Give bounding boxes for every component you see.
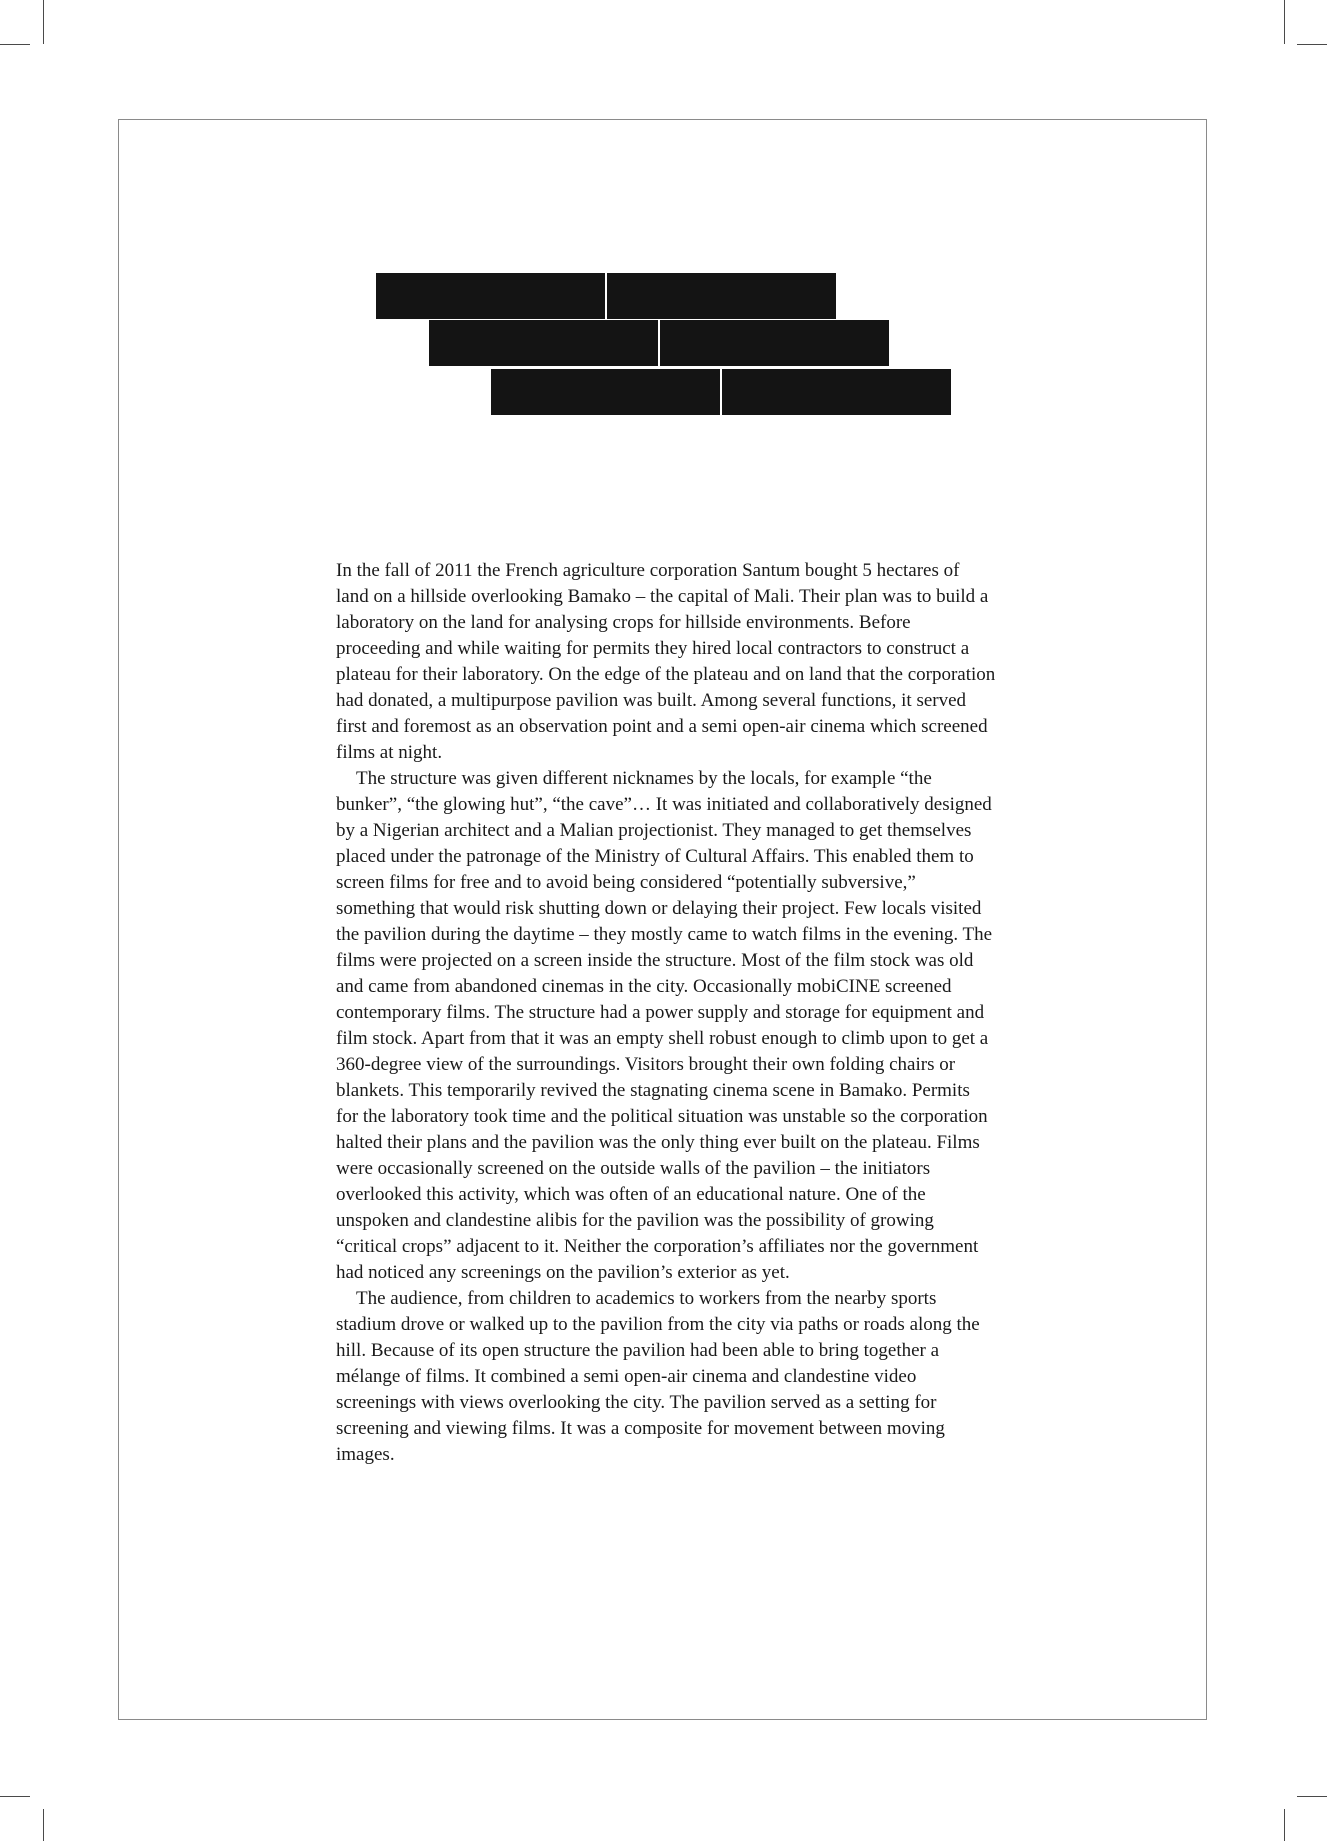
crop-mark-top-right	[1284, 0, 1285, 44]
paragraph: In the fall of 2011 the French agriculture corporation Santum bought 5 hectares of land on a hillside overlooking Bamako – the capital of Mali. Their plan was to build a laboratory on the land for analysing crops for hillside environments. Before proceeding and while waiting for permits they hired local contractors to construct a plateau for their laboratory. On the edge of the plateau and on land that the corporation had donated, a multipurpose pavilion was built. Among several functions, it served first and foremost as an observation point and a semi open-air cinema which screened films at night.	[336, 560, 996, 763]
crop-mark-top-left	[0, 44, 30, 45]
paragraph: The audience, from children to academics to workers from the nearby sports stadium drove or walked up to the pavilion from the city via paths or roads along the hill. Because of its open structure the pavilion had been able to bring together a mélange of films. It combined a semi open-air cinema and clandestine video screenings with views overlooking the city. The pavilion served as a setting for screening and viewing films. It was a composite for movement between moving images.	[336, 1288, 980, 1465]
brick-row2-left	[429, 320, 658, 366]
brick-row1-left	[376, 273, 605, 319]
body-text	[336, 558, 996, 1468]
brick-row3-left	[491, 369, 720, 415]
crop-mark-bottom-right	[1284, 1809, 1285, 1841]
brick-row1-right	[607, 273, 836, 319]
crop-mark-top-right	[1297, 44, 1327, 45]
crop-mark-bottom-right	[1297, 1796, 1327, 1797]
brick-row2-right	[660, 320, 889, 366]
crop-mark-bottom-left	[0, 1796, 30, 1797]
crop-mark-bottom-left	[43, 1809, 44, 1841]
paragraph: The structure was given different nicknames by the locals, for example “the bunker”, “the glowing hut”, “the cave”… It was initiated and collaboratively designed by a Nigerian architect and a Malian projectionist. They managed to get themselves placed under the patronage of the Ministry of Cultural Affairs. This enabled them to screen films for free and to avoid being considered “potentially subversive,” something that would risk shutting down or delaying their project. Few locals visited the pavilion during the daytime – they mostly came to watch films in the evening. The films were projected on a screen inside the structure. Most of the film stock was old and came from abandoned cinemas in the city. Occasionally mobiCINE screened contemporary films. The structure had a power supply and storage for equipment and film stock. Apart from that it was an empty shell robust enough to climb upon to get a 360-degree view of the surroundings. Visitors brought their own folding chairs or blankets. This temporarily revived the stagnating cinema scene in Bamako. Permits for the laboratory took time and the political situation was unstable so the corporation halted their plans and the pavilion was the only thing ever built on the plateau. Films were occasionally screened on the outside walls of the pavilion – the initiators overlooked this activity, which was often of an educational nature. One of the unspoken and clandestine alibis for the pavilion was the possibility of growing “critical crops” adjacent to it. Neither the corporation’s affiliates nor the government had noticed any screenings on the pavilion’s exterior as yet.	[336, 768, 993, 1283]
crop-mark-top-left	[43, 0, 44, 44]
brick-row3-right	[722, 369, 951, 415]
